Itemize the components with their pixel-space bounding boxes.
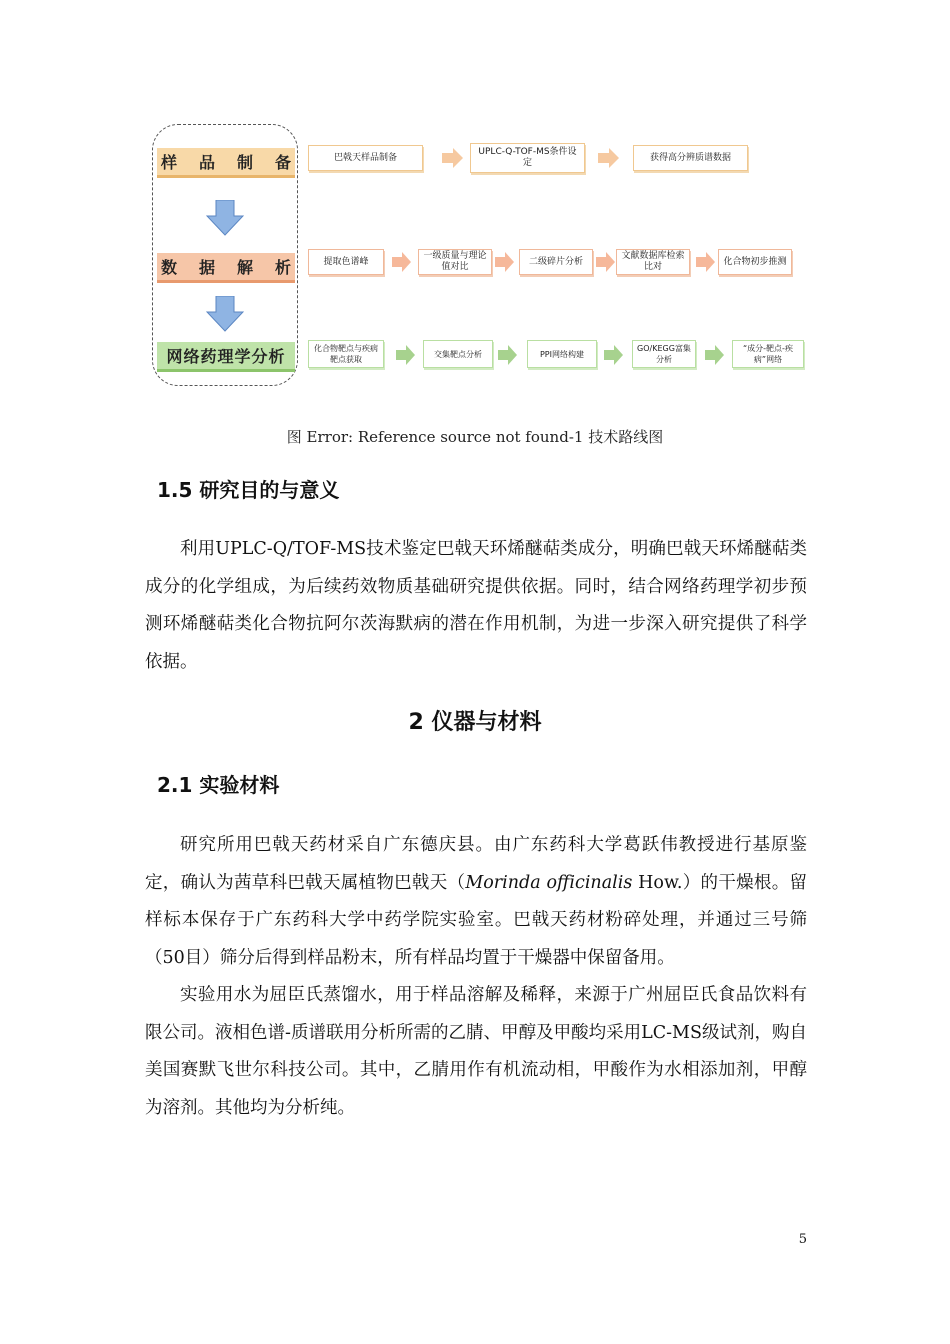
flow-node: 二级碎片分析 <box>519 249 593 275</box>
species-name: Morinda officinalis <box>465 872 633 893</box>
flow-node: 交集靶点分析 <box>423 340 493 368</box>
paragraph-materials <box>145 827 807 977</box>
stage-network-pharmacology <box>157 342 295 372</box>
right-arrow-icon <box>498 345 518 365</box>
chapter-heading-2: 2 仪器与材料 <box>408 710 542 735</box>
paragraph-reagents: 实验用水为屈臣氏蒸馏水，用于样品溶解及稀释，来源于广州屈臣氏食品饮料有限公司。液相色谱-质谱联用分析所需的乙腈、甲醇及甲酸均采用LC-MS级试剂，购自美国赛默飞世尔科技公司。其中，乙腈用作有机流动相，甲酸作为水相添加剂，甲醇为溶剂。其他均为分析纯。 <box>145 985 807 1118</box>
down-arrow-icon <box>206 200 244 236</box>
paragraph-text: 研究所用巴戟天药材采自广东德庆县。由广东药科大学葛跃伟教授进行基原鉴定，确认为茜草科巴戟天属植物巴戟天（ <box>145 835 807 893</box>
right-arrow-icon <box>495 252 515 272</box>
flow-node: 文献数据库检索比对 <box>616 249 690 275</box>
section-heading-2-1: 2.1 实验材料 <box>157 773 280 797</box>
technical-roadmap-figure <box>150 120 815 395</box>
stage-char: 数 <box>161 258 178 277</box>
stage-char: 品 <box>198 153 215 172</box>
paragraph-text: How.）的干燥根。留样标本保存于广东药科大学中药学院实验室。巴戟天药材粉碎处理，并通过三号筛（50目）筛分后得到样品粉末，所有样品均置于干燥器中保留备用。 <box>145 872 807 968</box>
stage-data-analysis <box>157 253 295 283</box>
stage-char: 备 <box>274 153 291 172</box>
stage-char: 析 <box>274 258 291 277</box>
stage-char: 制 <box>236 153 253 172</box>
right-arrow-icon <box>696 252 716 272</box>
flow-node: 提取色谱峰 <box>308 249 384 275</box>
right-arrow-icon <box>392 252 412 272</box>
flow-node: 获得高分辨质谱数据 <box>633 145 748 171</box>
down-arrow-icon <box>206 296 244 332</box>
stage-char: 解 <box>236 258 253 277</box>
right-arrow-icon <box>705 345 725 365</box>
right-arrow-icon <box>604 345 624 365</box>
flow-node: “成分-靶点-疾病”网络 <box>732 340 804 368</box>
stage-char: 样 <box>161 153 178 172</box>
paragraph-research-purpose: 利用UPLC-Q/TOF-MS技术鉴定巴戟天环烯醚萜类成分，明确巴戟天环烯醚萜类成分的化学组成，为后续药效物质基础研究提供依据。同时，结合网络药理学初步预测环烯醚萜类化合物抗阿尔茨海默病的潜在作用机制，为进一步深入研究提供了科学依据。 <box>145 539 807 672</box>
flow-node: GO/KEGG富集分析 <box>632 340 696 368</box>
stage-label: 网络药理学分析 <box>166 347 286 366</box>
right-arrow-icon <box>396 345 416 365</box>
flow-node: 化合物靶点与疾病靶点获取 <box>308 340 384 368</box>
section-heading-1-5: 1.5 研究目的与意义 <box>157 478 340 502</box>
figure-caption: 图 Error: Reference source not found-1 技术路线图 <box>286 428 664 446</box>
flow-node: 一级质量与理论值对比 <box>418 249 492 275</box>
stage-sample-preparation <box>157 148 295 178</box>
stage-char: 据 <box>198 258 215 277</box>
flow-node: 巴戟天样品制备 <box>308 145 423 171</box>
right-arrow-icon <box>442 148 464 168</box>
right-arrow-icon <box>598 148 620 168</box>
flow-node: UPLC-Q-TOF-MS条件设定 <box>470 143 585 173</box>
page-number: 5 <box>798 1232 807 1247</box>
flow-node: 化合物初步推测 <box>718 249 792 275</box>
right-arrow-icon <box>596 252 616 272</box>
flow-node: PPI网络构建 <box>527 340 597 368</box>
